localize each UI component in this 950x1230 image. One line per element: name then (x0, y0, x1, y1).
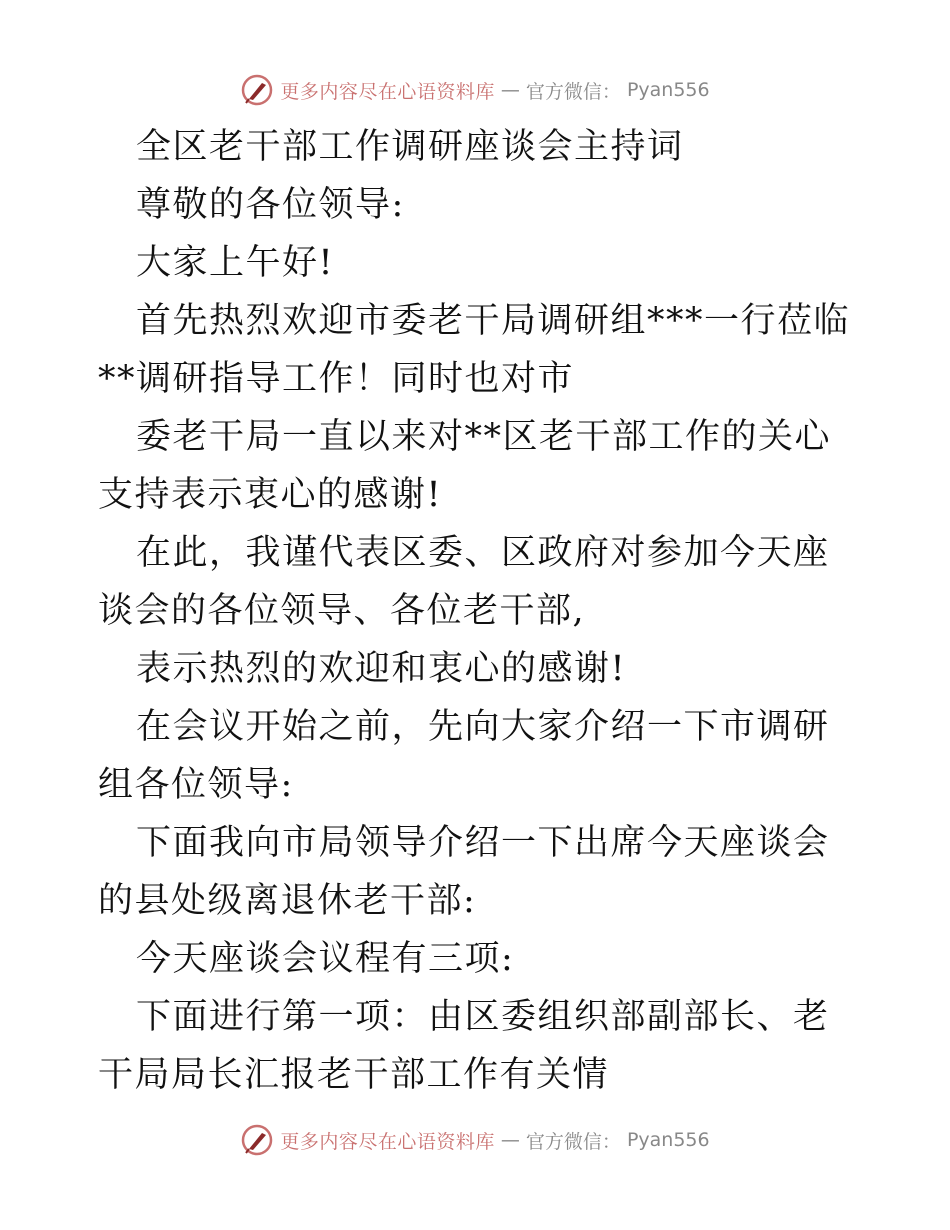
watermark-brand-text: 更多内容尽在心语资料库 (280, 1130, 495, 1153)
document-body (98, 118, 858, 1104)
paragraph-welcome: 首先热烈欢迎市委老干局调研组***一行莅临**调研指导工作！同时也对市 (98, 301, 851, 399)
footer-watermark (0, 1120, 950, 1160)
watermark-contact-label: 官方微信： (525, 80, 621, 103)
header-watermark (0, 70, 950, 110)
paragraph-first-item: 下面进行第一项：由区委组织部副部长、老干局局长汇报老干部工作有关情 (98, 997, 830, 1095)
paragraph-welcome-thanks: 表示热烈的欢迎和衷心的感谢! (136, 649, 627, 689)
watermark-wechat-id: Pyan556 (626, 79, 710, 101)
paragraph-greeting: 大家上午好! (136, 243, 335, 283)
paragraph-introduce-cadres: 下面我向市局领导介绍一下出席今天座谈会的县处级离退休老干部: (98, 823, 830, 921)
paragraph-agenda: 今天座谈会议程有三项: (136, 939, 515, 979)
watermark-brand-text: 更多内容尽在心语资料库 (280, 80, 495, 103)
paragraph-behalf: 在此，我谨代表区委、区政府对参加今天座谈会的各位领导、各位老干部, (98, 533, 830, 631)
paragraph-thanks: 委老干局一直以来对**区老干部工作的关心支持表示衷心的感谢! (98, 417, 832, 515)
document-title: 全区老干部工作调研座谈会主持词 (136, 127, 684, 167)
watermark-contact-label: 官方微信： (525, 1130, 621, 1153)
watermark-separator: — (500, 79, 520, 101)
paragraph-introduce-leaders: 在会议开始之前，先向大家介绍一下市调研组各位领导: (98, 707, 830, 805)
watermark-wechat-id: Pyan556 (626, 1129, 710, 1151)
quill-pen-logo-icon (240, 1123, 274, 1157)
quill-pen-logo-icon (240, 73, 274, 107)
watermark-separator: — (500, 1129, 520, 1151)
paragraph-salutation: 尊敬的各位领导: (136, 185, 405, 225)
